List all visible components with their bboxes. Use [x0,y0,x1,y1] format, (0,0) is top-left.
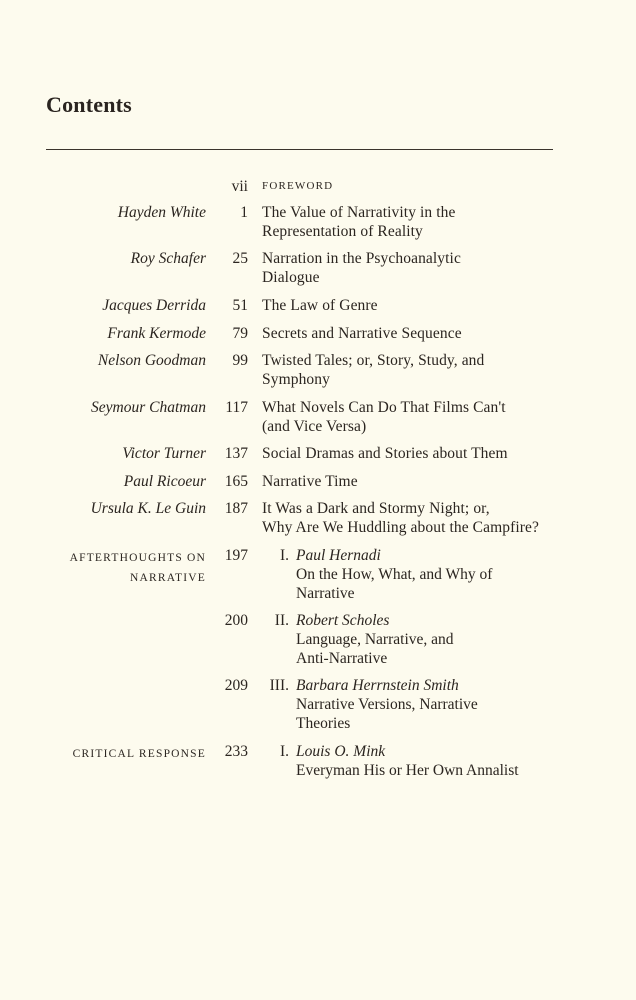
page-number: 99 [232,352,248,369]
title-line: The Law of Genre [262,297,378,314]
title-line: The Value of Narrativity in the [262,204,456,221]
entry-title [262,203,602,241]
page-title: Contents [46,92,132,117]
title-line: Why Are We Huddling about the Campfire? [262,519,539,536]
sub-entry-author: Barbara Herrnstein Smith [296,677,459,694]
entry-title [262,398,602,436]
title-line: Language, Narrative, and [296,631,454,648]
entry-title [262,249,602,287]
title-line: Secrets and Narrative Sequence [262,325,462,342]
sub-entry-title [296,676,616,733]
title-line: Anti-Narrative [296,650,388,667]
page-number: 209 [224,677,248,694]
title-line: Everyman His or Her Own Annalist [296,762,519,779]
page-number: 233 [224,743,248,760]
page-number: vii [231,178,248,195]
entry-author: Seymour Chatman [91,399,206,416]
title-line: Narrative Versions, Narrative [296,696,478,713]
title-line: (and Vice Versa) [262,418,367,435]
roman-numeral: II. [274,612,289,629]
sub-entry-title [296,611,616,668]
sub-entry-author: Louis O. Mink [296,743,386,760]
entry-title [262,324,602,343]
title-line: Narrative [296,585,355,602]
title-line: Dialogue [262,269,320,286]
title-line: Twisted Tales; or, Story, Study, and [262,352,485,369]
title-rule [46,149,553,150]
foreword-label: FOREWORD [262,180,334,192]
entry-title [262,444,602,463]
title-line: Social Dramas and Stories about Them [262,445,508,462]
entry-title [262,351,602,389]
sub-entry-author: Paul Hernadi [296,547,381,564]
section-label-line: NARRATIVE [130,572,206,584]
entry-title [262,296,602,315]
title-line: Representation of Reality [262,223,423,240]
roman-numeral: I. [279,547,289,564]
page-number: 137 [224,445,248,462]
page-number: 200 [224,612,248,629]
roman-numeral: I. [279,743,289,760]
title-line: What Novels Can Do That Films Can't [262,399,506,416]
title-line: Theories [296,715,351,732]
roman-numeral: III. [269,677,289,694]
entry-author: Jacques Derrida [102,297,206,314]
entry-author: Frank Kermode [107,325,206,342]
section-label-line: AFTERTHOUGHTS ON [69,552,206,564]
page-number: 117 [225,399,248,416]
page-number: 165 [224,473,248,490]
page-number: 197 [224,547,248,564]
page-number: 25 [232,250,248,267]
entry-title [262,472,602,491]
page-number: 1 [240,204,248,221]
sub-entry-author: Robert Scholes [296,612,390,629]
title-line: Narrative Time [262,473,358,490]
entry-title [262,499,602,537]
page-number: 187 [224,500,248,517]
sub-entry-title [296,742,616,780]
title-line: Narration in the Psychoanalytic [262,250,461,267]
entry-author: Hayden White [117,204,206,221]
title-line: Symphony [262,371,330,388]
page-number: 79 [232,325,248,342]
entry-author: Ursula K. Le Guin [90,500,206,517]
entry-author: Nelson Goodman [97,352,206,369]
entry-author: Victor Turner [122,445,206,462]
section-label: CRITICAL RESPONSE [72,748,206,760]
sub-entry-title [296,546,616,603]
title-line: On the How, What, and Why of [296,566,493,583]
entry-author: Paul Ricoeur [123,473,206,490]
section-label [70,548,206,588]
title-line: It Was a Dark and Stormy Night; or, [262,500,490,517]
page-number: 51 [232,297,248,314]
entry-author: Roy Schafer [130,250,206,267]
